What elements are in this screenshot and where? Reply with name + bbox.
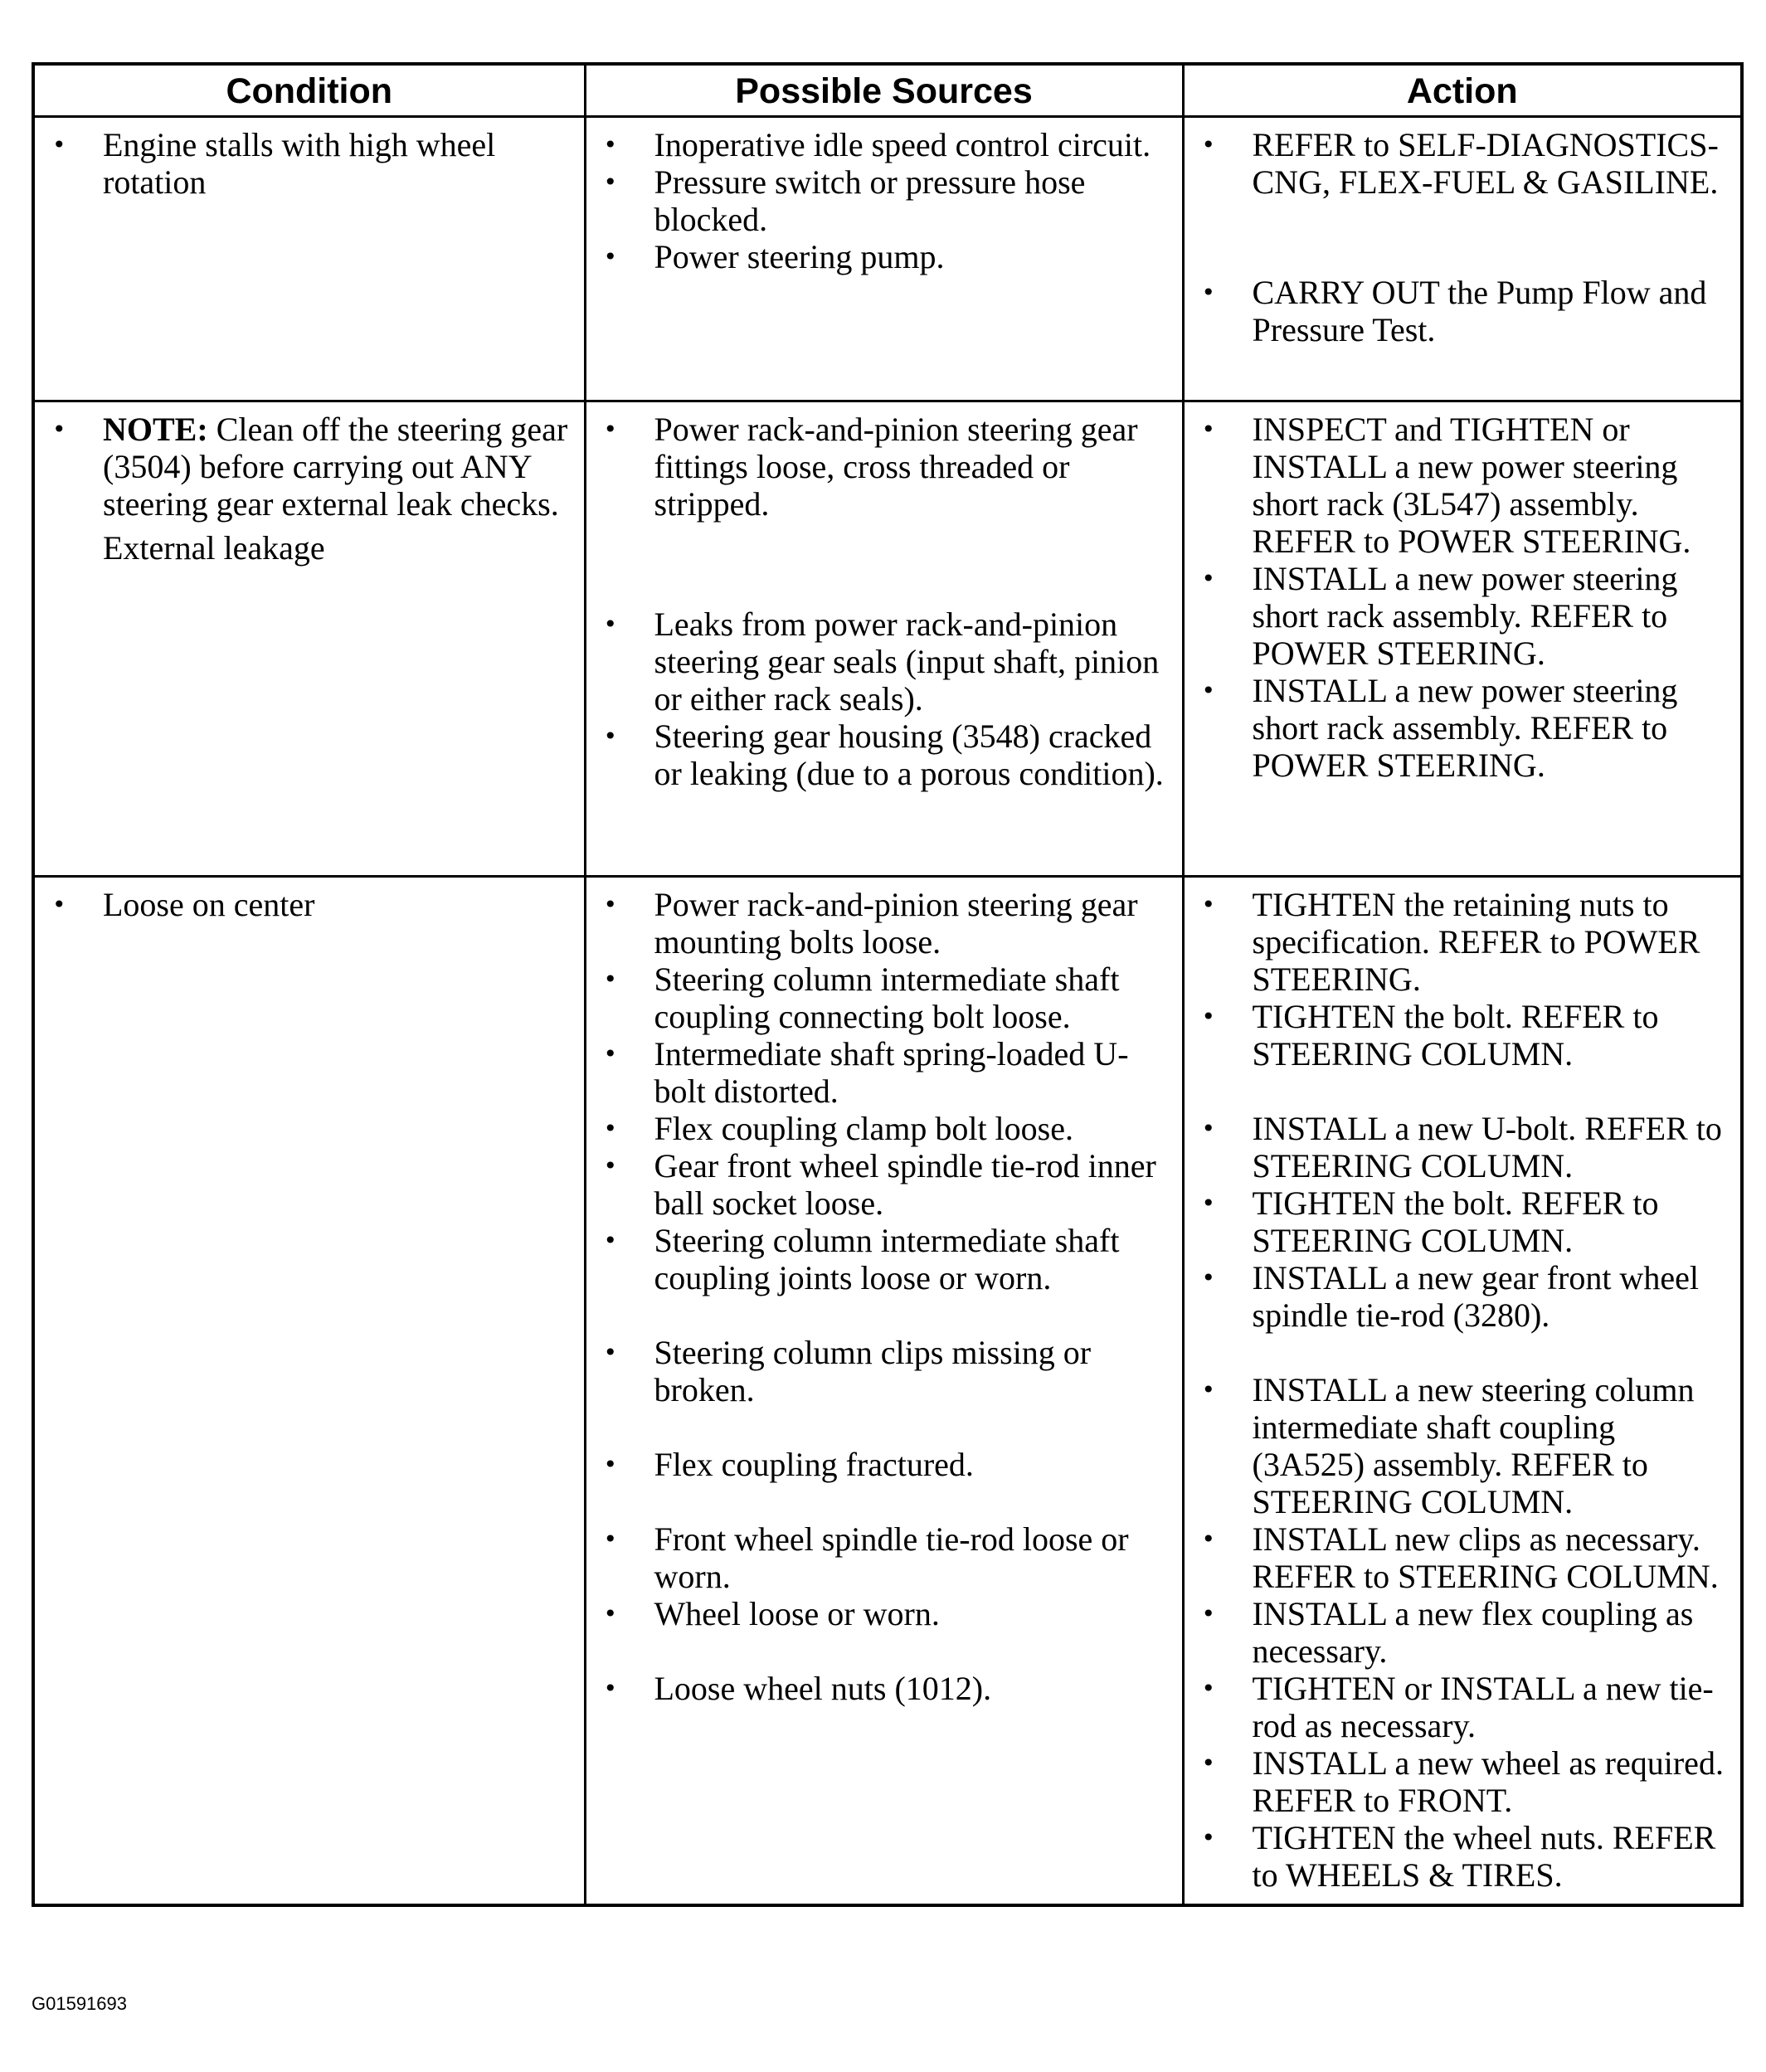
list-item (1185, 1184, 1741, 1259)
source-text: Flex coupling clamp bolt loose. (654, 1110, 1073, 1147)
action-text: INSPECT and TIGHTEN or INSTALL a new power steering short rack (3L547) assembly. REFER to POWER STEERING. (1252, 411, 1691, 560)
condition-cell (33, 117, 585, 401)
bullet-icon: • (1201, 1525, 1216, 1553)
bullet-icon: • (603, 1040, 618, 1068)
bullet-icon: • (1201, 416, 1216, 443)
diagnosis-document (32, 62, 1740, 1907)
source-text: Gear front wheel spindle tie-rod inner ball socket loose. (654, 1147, 1156, 1222)
table-row (33, 877, 1742, 1906)
list-item (1185, 1595, 1741, 1670)
bullet-icon: • (603, 610, 618, 638)
list-item (1185, 1520, 1741, 1595)
source-text: Front wheel spindle tie-rod loose or worn. (654, 1520, 1129, 1595)
list-item (586, 411, 1182, 523)
action-text: INSTALL new clips as necessary. REFER to STEERING COLUMN. (1252, 1520, 1719, 1595)
action-text: TIGHTEN the wheel nuts. REFER to WHEELS & TIRES. (1252, 1819, 1716, 1894)
list-item (586, 886, 1182, 961)
list-item (1185, 1819, 1741, 1894)
list-item (1185, 1670, 1741, 1744)
bullet-icon: • (1201, 1264, 1216, 1291)
list-item (1185, 886, 1741, 998)
list-item (586, 1222, 1182, 1296)
bullet-icon: • (603, 1451, 618, 1478)
action-text: REFER to SELF-DIAGNOSTICS-CNG, FLEX-FUEL & GASILINE. (1252, 126, 1719, 201)
source-text: Power rack-and-pinion steering gear mounting bolts loose. (654, 886, 1138, 961)
table-row (33, 401, 1742, 877)
action-text: TIGHTEN the bolt. REFER to STEERING COLUMN. (1252, 998, 1659, 1072)
list-item (1185, 560, 1741, 672)
header-possible-sources: Possible Sources (585, 64, 1183, 117)
source-text: Steering column intermediate shaft coupling connecting bolt loose. (654, 961, 1120, 1035)
condition-text: External leakage (103, 529, 325, 567)
header-condition: Condition (33, 64, 585, 117)
bullet-icon: • (603, 131, 618, 158)
condition-text: Engine stalls with high wheel rotation (103, 126, 496, 201)
condition-cell (33, 401, 585, 877)
list-item (1185, 672, 1741, 784)
bullet-icon: • (52, 416, 66, 443)
list-item (586, 1035, 1182, 1110)
bullet-icon: • (1201, 1189, 1216, 1217)
source-text: Pressure switch or pressure hose blocked. (654, 163, 1086, 238)
source-text: Leaks from power rack-and-pinion steering gear seals (input shaft, pinion or either rack seals). (654, 606, 1160, 717)
list-item (586, 1595, 1182, 1632)
bullet-icon: • (1201, 279, 1216, 306)
note-text: Clean off the steering gear (3504) before carrying out ANY steering gear external leak checks. (103, 411, 568, 523)
header-action: Action (1183, 64, 1742, 117)
sources-cell (585, 117, 1183, 401)
bullet-icon: • (603, 416, 618, 443)
bullet-icon: • (1201, 1600, 1216, 1627)
bullet-icon: • (1201, 677, 1216, 704)
action-text: TIGHTEN the retaining nuts to specification. REFER to POWER STEERING. (1252, 886, 1700, 998)
bullet-icon: • (603, 1152, 618, 1179)
list-item (586, 1110, 1182, 1147)
source-text: Intermediate shaft spring-loaded U-bolt distorted. (654, 1035, 1129, 1110)
list-item (586, 126, 1182, 163)
list-item (586, 1670, 1182, 1707)
action-text: TIGHTEN or INSTALL a new tie-rod as necessary. (1252, 1670, 1714, 1744)
bullet-icon: • (603, 891, 618, 918)
action-text: CARRY OUT the Pump Flow and Pressure Test. (1252, 274, 1707, 348)
bullet-icon: • (1201, 1675, 1216, 1702)
action-text: INSTALL a new power steering short rack assembly. REFER to POWER STEERING. (1252, 560, 1678, 672)
list-item (586, 1446, 1182, 1483)
list-item (1185, 411, 1741, 560)
action-text: INSTALL a new flex coupling as necessary. (1252, 1595, 1694, 1670)
source-text: Flex coupling fractured. (654, 1446, 974, 1483)
list-item (1185, 1744, 1741, 1819)
list-item (35, 886, 584, 923)
bullet-icon: • (1201, 565, 1216, 592)
source-text: Steering column intermediate shaft coupling joints loose or worn. (654, 1222, 1120, 1296)
list-item (1185, 998, 1741, 1072)
list-item (586, 163, 1182, 238)
list-item (1185, 1371, 1741, 1520)
list-item (1185, 1110, 1741, 1184)
bullet-icon: • (603, 1525, 618, 1553)
list-item (35, 411, 584, 523)
bullet-icon: • (603, 243, 618, 270)
sources-cell (585, 401, 1183, 877)
bullet-icon: • (52, 131, 66, 158)
figure-id: G01591693 (32, 1993, 127, 2014)
list-item (586, 717, 1182, 792)
source-text: Steering column clips missing or broken. (654, 1334, 1092, 1408)
bullet-icon: • (1201, 131, 1216, 158)
bullet-icon: • (603, 965, 618, 993)
sources-cell (585, 877, 1183, 1906)
condition-cell (33, 877, 585, 1906)
bullet-icon: • (1201, 891, 1216, 918)
header-row (33, 64, 1742, 117)
condition-text: Loose on center (103, 886, 315, 923)
bullet-icon: • (603, 168, 618, 196)
list-item (586, 1147, 1182, 1222)
bullet-icon: • (1201, 1749, 1216, 1777)
list-item (586, 961, 1182, 1035)
list-item (1185, 1259, 1741, 1334)
note-label: NOTE: (103, 411, 208, 448)
bullet-icon: • (1201, 1003, 1216, 1030)
action-text: TIGHTEN the bolt. REFER to STEERING COLUMN. (1252, 1184, 1659, 1259)
action-cell (1183, 877, 1742, 1906)
action-cell (1183, 117, 1742, 401)
bullet-icon: • (1201, 1115, 1216, 1142)
source-text: Wheel loose or worn. (654, 1595, 940, 1632)
bullet-icon: • (603, 1675, 618, 1702)
bullet-icon: • (52, 891, 66, 918)
source-text: Inoperative idle speed control circuit. (654, 126, 1151, 163)
bullet-icon: • (603, 1115, 618, 1142)
source-text: Loose wheel nuts (1012). (654, 1670, 992, 1707)
source-text: Power steering pump. (654, 238, 945, 275)
action-text: INSTALL a new steering column intermediate shaft coupling (3A525) assembly. REFER to STEERING COLUMN. (1252, 1371, 1695, 1520)
list-item (586, 1520, 1182, 1595)
bullet-icon: • (603, 1227, 618, 1254)
bullet-icon: • (603, 1339, 618, 1366)
bullet-icon: • (603, 722, 618, 750)
bullet-icon: • (603, 1600, 618, 1627)
action-text: INSTALL a new gear front wheel spindle tie-rod (3280). (1252, 1259, 1699, 1334)
list-item (586, 238, 1182, 275)
bullet-icon: • (1201, 1824, 1216, 1851)
list-item (1185, 126, 1741, 201)
list-item (35, 126, 584, 201)
source-text: Power rack-and-pinion steering gear fittings loose, cross threaded or stripped. (654, 411, 1138, 523)
source-text: Steering gear housing (3548) cracked or leaking (due to a porous condition). (654, 717, 1164, 792)
list-item (1185, 274, 1741, 348)
diagnosis-table (32, 62, 1744, 1907)
list-item (586, 606, 1182, 717)
bullet-icon: • (1201, 1376, 1216, 1403)
action-text: INSTALL a new wheel as required. REFER to FRONT. (1252, 1744, 1724, 1819)
action-cell (1183, 401, 1742, 877)
list-item (586, 1334, 1182, 1408)
action-text: INSTALL a new power steering short rack assembly. REFER to POWER STEERING. (1252, 672, 1678, 784)
table-row (33, 117, 1742, 401)
action-text: INSTALL a new U-bolt. REFER to STEERING COLUMN. (1252, 1110, 1722, 1184)
